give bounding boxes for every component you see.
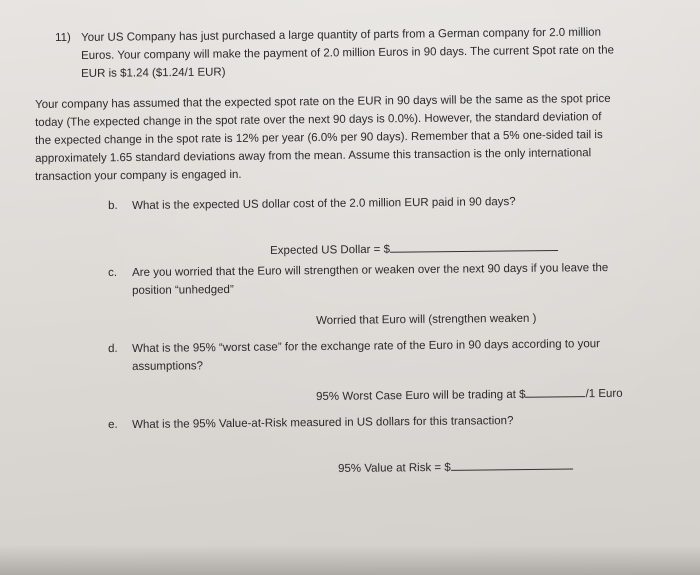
question-number: 11) — [55, 31, 71, 44]
page-shadow — [0, 545, 700, 575]
part-d-answer-suffix: /1 Euro — [585, 387, 623, 401]
part-b-answer-prefix: Expected US Dollar = $ — [270, 243, 391, 257]
part-e-answer-blank[interactable] — [451, 458, 573, 471]
question-text-line-2: Euros. Your company will make the payment of 2.0 million Euros in 90 days. The current Spot rate on the — [81, 44, 615, 62]
part-e-answer-line — [338, 458, 573, 477]
part-d-answer-prefix: 95% Worst Case Euro will be trading at $ — [316, 388, 526, 403]
part-d-question-line-1: What is the 95% “worst case” for the exchange rate of the Euro in 90 days according to your — [132, 338, 601, 355]
part-e-label: e. — [108, 418, 118, 431]
assumptions-line-1: Your company has assumed that the expected spot rate on the EUR in 90 days will be the same as the spot price — [35, 92, 611, 111]
part-c-question-line-2: position “unhedged” — [132, 283, 234, 297]
part-c-answer[interactable]: Worried that Euro will (strengthen weaken ) — [316, 312, 537, 327]
part-b-answer-blank[interactable] — [390, 239, 558, 253]
assumptions-line-4: approximately 1.65 standard deviations away from the mean. Assume this transaction is the only international — [35, 147, 592, 165]
part-e-answer-prefix: 95% Value at Risk = $ — [338, 461, 451, 475]
part-b-question: What is the expected US dollar cost of the 2.0 million EUR paid in 90 days? — [132, 195, 516, 212]
question-text-line-1: Your US Company has just purchased a large quantity of parts from a German company for 2.0 million — [81, 26, 602, 44]
part-d-answer-blank[interactable] — [525, 385, 585, 398]
part-d-question-line-2: assumptions? — [132, 360, 204, 373]
part-d-answer-line — [316, 385, 623, 405]
part-c-question-line-1: Are you worried that the Euro will strengthen or weaken over the next 90 days if you leave the — [132, 262, 609, 279]
assumptions-line-5: transaction your company is engaged in. — [35, 168, 242, 183]
part-c-label: c. — [108, 266, 118, 279]
assumptions-line-3: the expected change in the spot rate is 12% per year (6.0% per 90 days). Remember that a 5% one-sided tail is — [35, 129, 603, 147]
part-e-question: What is the 95% Value-at-Risk measured in US dollars for this transaction? — [132, 415, 514, 431]
part-b-label: b. — [108, 199, 118, 212]
part-b-answer-line — [270, 239, 558, 259]
part-d-label: d. — [108, 342, 118, 355]
question-text-line-3: EUR is $1.24 ($1.24/1 EUR) — [81, 66, 226, 80]
assumptions-line-2: today (The expected change in the spot rate over the next 90 days is 0.0%). However, the standard deviation of — [35, 111, 602, 129]
